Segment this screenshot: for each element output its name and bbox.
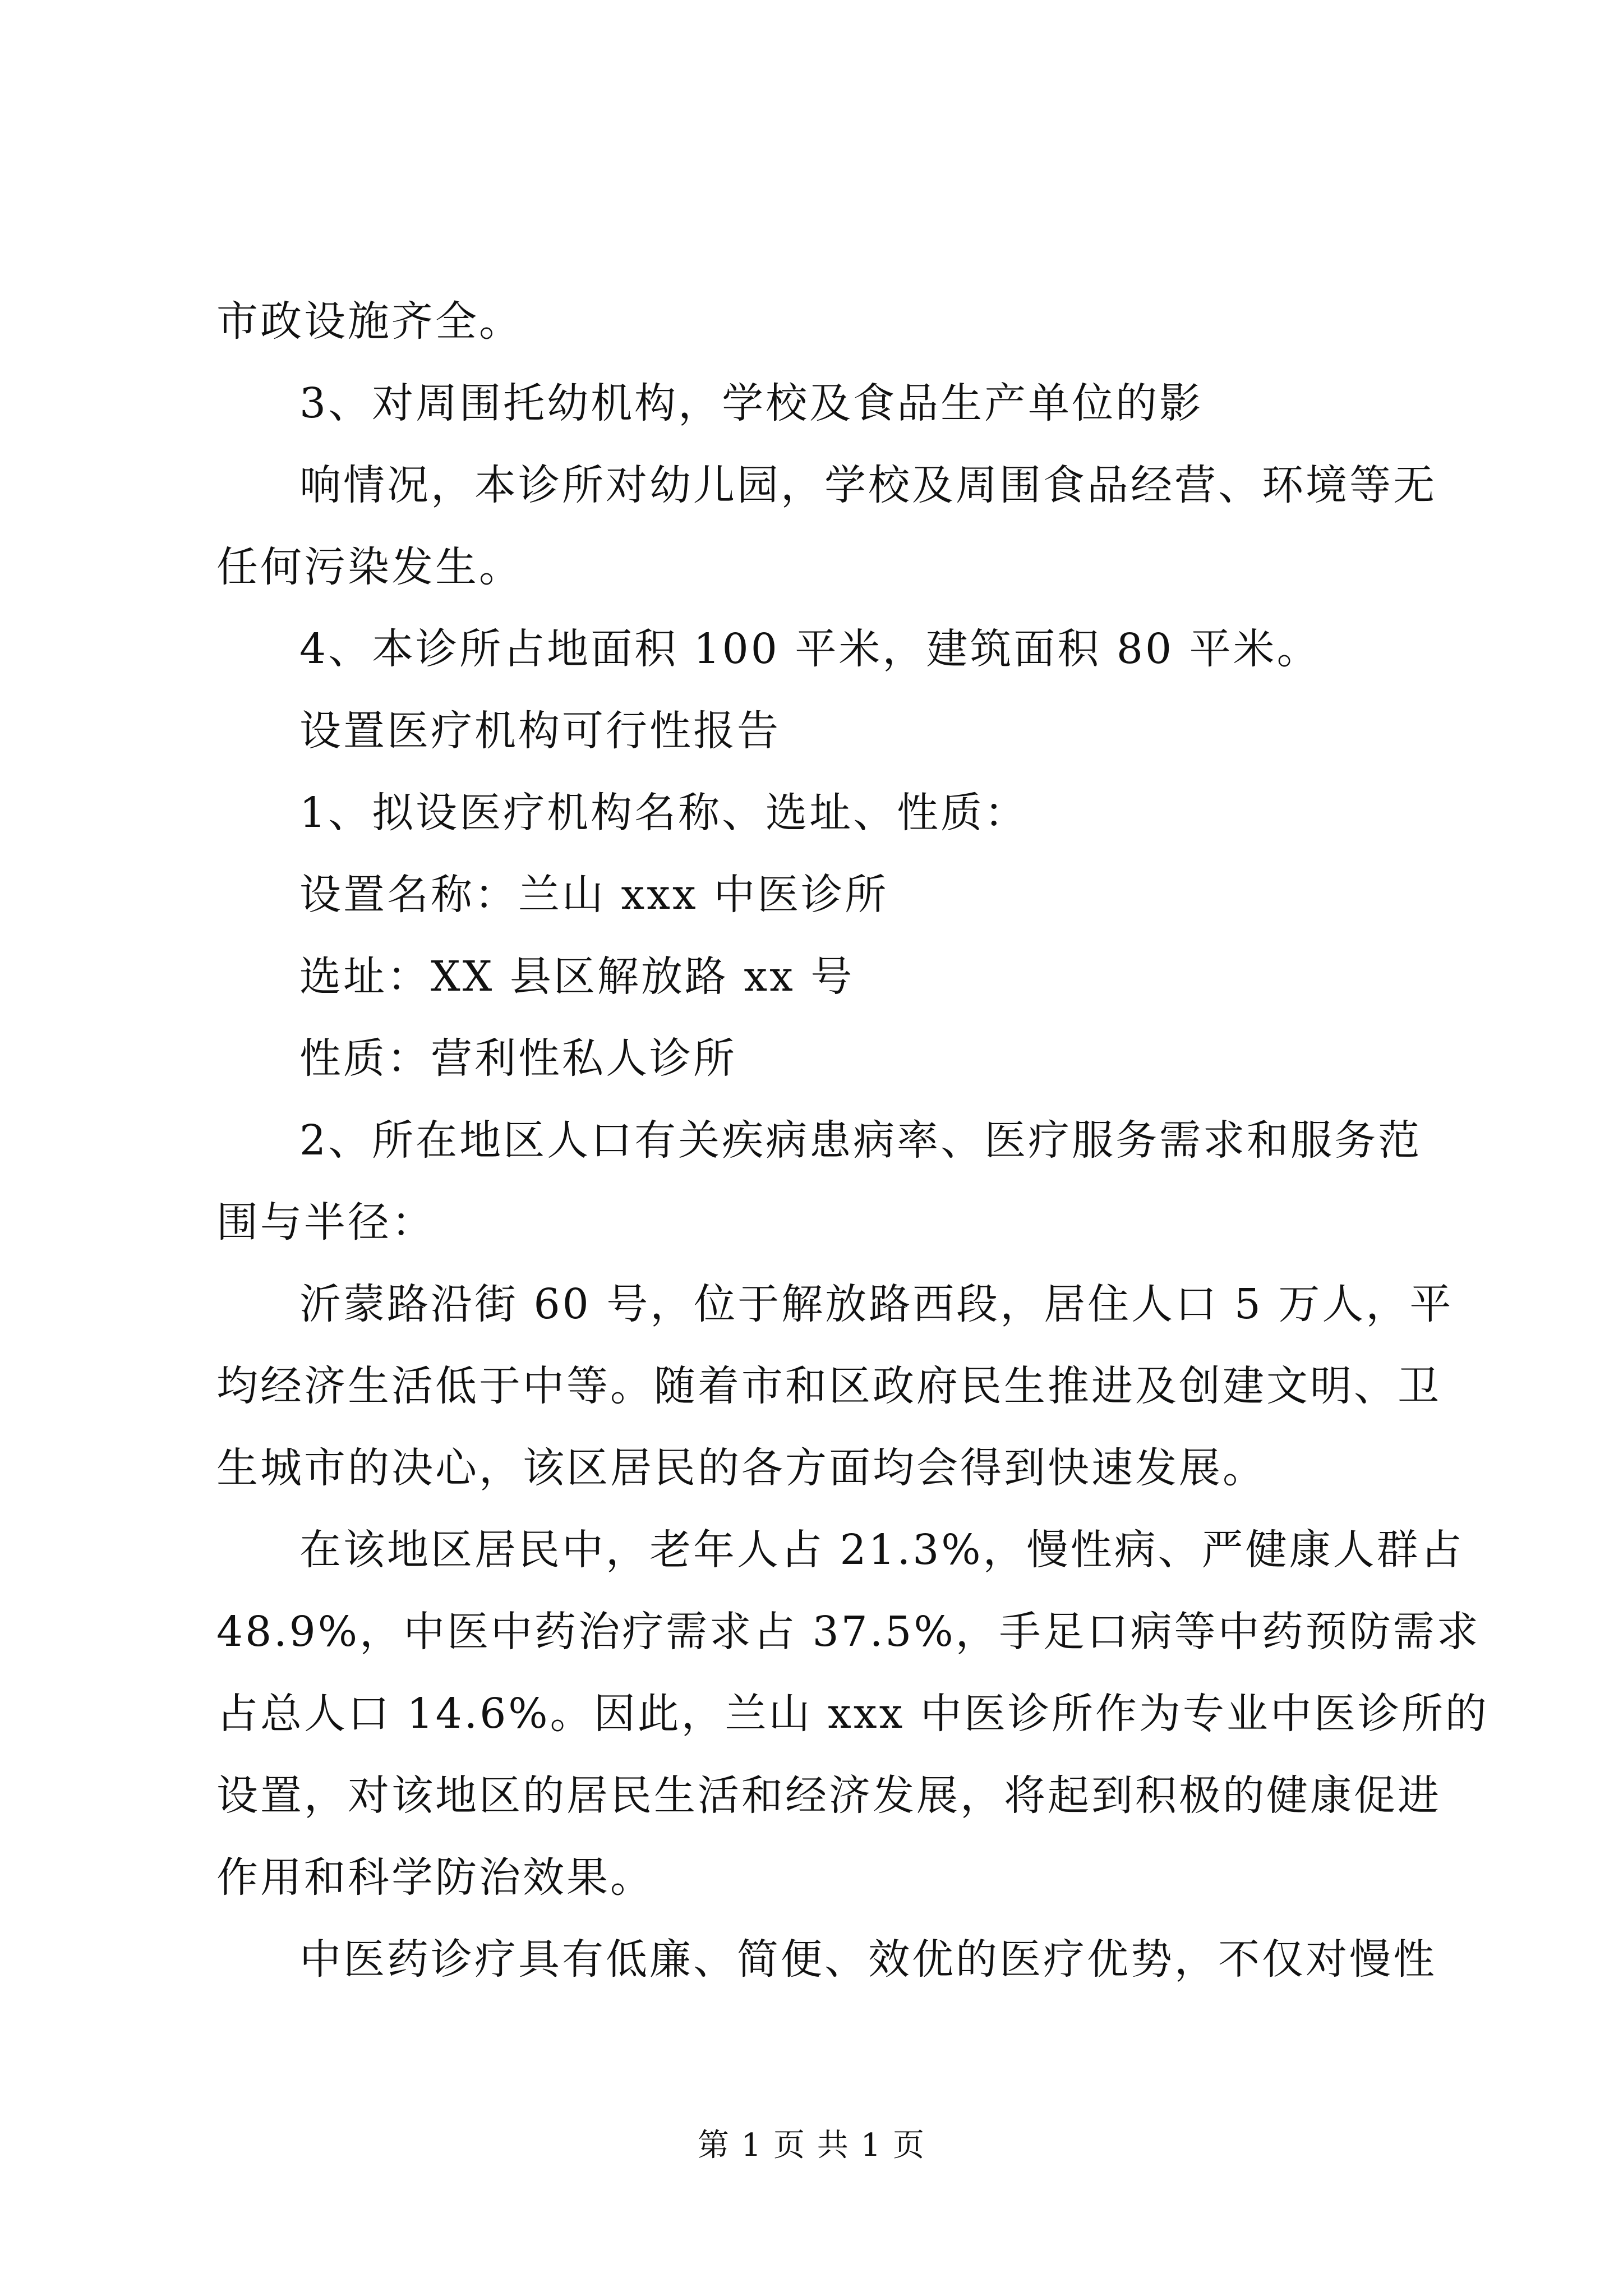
document-body — [216, 280, 1489, 2000]
text-line: 任何污染发生。 — [216, 543, 523, 591]
text-line: 生城市的决心，该区居民的各方面均会得到快速发展。 — [216, 1444, 1266, 1492]
text-line: 性质：营利性私人诊所 — [299, 1034, 737, 1083]
text-line: 响情况，本诊所对幼儿园，学校及周围食品经营、环境等无 — [299, 461, 1437, 509]
text-line: 市政设施齐全。 — [216, 297, 523, 346]
text-line: 设置名称：兰山 xxx 中医诊所 — [299, 871, 889, 919]
text-line: 设置，对该地区的居民生活和经济发展，将起到积极的健康促进 — [216, 1772, 1441, 1820]
text-line: 3、对周围托幼机构，学校及食品生产单位的影 — [299, 379, 1204, 427]
text-line: 均经济生活低于中等。随着市和区政府民生推进及创建文明、卫 — [216, 1362, 1441, 1410]
text-line: 中医药诊疗具有低廉、简便、效优的医疗优势，不仅对慢性 — [299, 1935, 1437, 1984]
text-line: 2、所在地区人口有关疾病患病率、医疗服务需求和服务范 — [299, 1116, 1422, 1165]
text-line: 48.9%，中医中药治疗需求占 37.5%，手足口病等中药预防需求 — [216, 1608, 1481, 1656]
section-heading: 设置医疗机构可行性报告 — [299, 707, 781, 755]
text-line: 在该地区居民中，老年人占 21.3%，慢性病、严健康人群占 — [299, 1526, 1464, 1574]
text-line: 沂蒙路沿街 60 号，位于解放路西段，居住人口 5 万人，平 — [299, 1280, 1454, 1328]
text-line: 作用和科学防治效果。 — [216, 1853, 654, 1902]
page-number-footer: 第 1 页 共 1 页 — [697, 2127, 926, 2164]
text-line: 4、本诊所占地面积 100 平米，建筑面积 80 平米。 — [299, 625, 1321, 673]
text-line: 围与半径： — [216, 1198, 435, 1246]
text-line: 选址：XX 县区解放路 xx 号 — [299, 953, 855, 1001]
text-line: 1、拟设医疗机构名称、选址、性质： — [299, 789, 1029, 837]
text-line: 占总人口 14.6%。因此，兰山 xxx 中医诊所作为专业中医诊所的 — [216, 1690, 1489, 1738]
